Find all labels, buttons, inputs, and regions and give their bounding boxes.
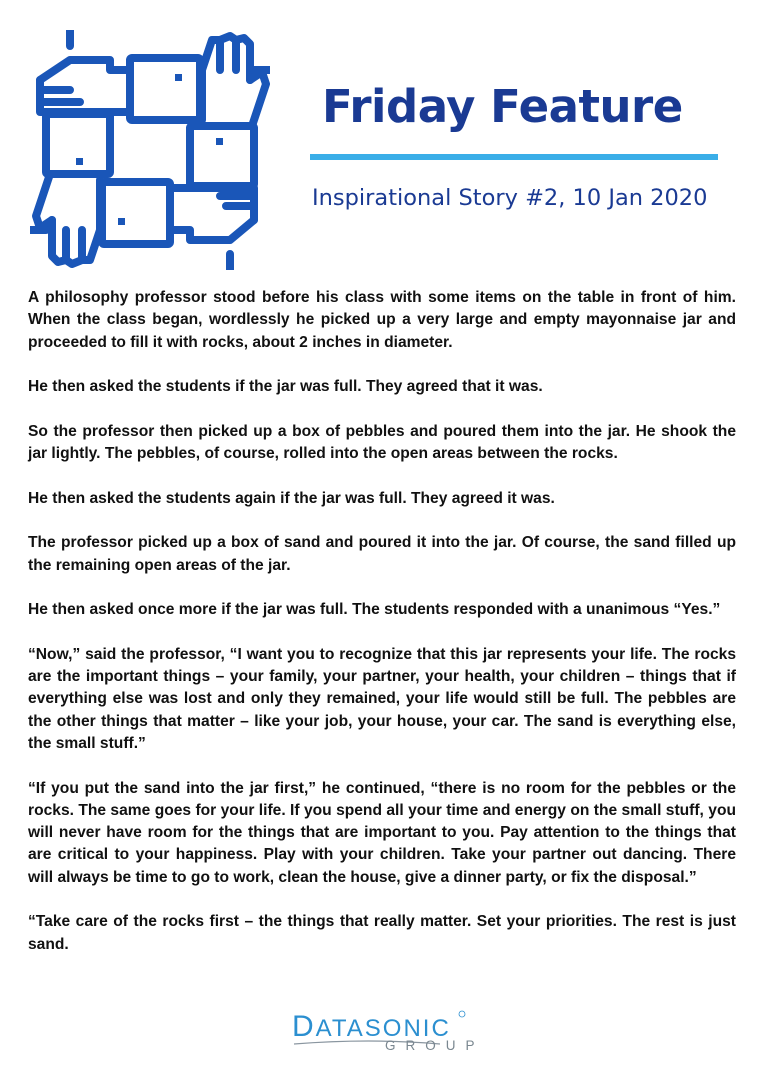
story-paragraph: “Take care of the rocks first – the things that really matter. Set your priorities. The rest is just sand. (28, 913, 736, 953)
story-paragraph: So the professor then picked up a box of pebbles and poured them into the jar. He shook the jar lightly. The pebbles, of course, rolled into the open areas between the rocks. (28, 422, 736, 463)
story-paragraph: He then asked the students if the jar was full. They agreed that it was. (28, 378, 543, 396)
story-paragraph: The professor picked up a box of sand and poured it into the jar. Of course, the sand filled up the remaining open areas of the jar. (28, 534, 736, 574)
story-paragraph: A philosophy professor stood before his class with some items on the table in front of him. When the class began, wordlessly he picked up a very large and empty mayonnaise jar and proceeded to fill it with rocks, about 2 inches in diameter. (28, 289, 736, 351)
page-subtitle: Inspirational Story #2, 10 Jan 2020 (312, 185, 708, 211)
title-underline (310, 154, 718, 160)
logo-letters-atasonic: ATASONIC (315, 1015, 451, 1042)
story-paragraph: “Now,” said the professor, “I want you to recognize that this jar represents your life. The rocks are the important things – your family, your partner, your health, your children – things that if everything else was lost and only they remained, your life would still be full. The pebbles are the other things that matter – like your job, your house, your car. The sand is everything else, the small stuff.” (28, 645, 736, 752)
logo-group-text: GROUP (385, 1038, 485, 1053)
story-paragraph: He then asked the students again if the jar was full. They agreed it was. (28, 489, 555, 507)
logo-letter-d: D (292, 1010, 316, 1043)
page-title: Friday Feature (322, 80, 683, 133)
four-linked-hands-icon (30, 30, 270, 270)
story-paragraph: He then asked once more if the jar was full. The students responded with a unanimous “Yes.” (28, 601, 721, 619)
story-body (28, 287, 736, 978)
datasonic-group-logo (290, 1008, 485, 1064)
story-paragraph: “If you put the sand into the jar first,” he continued, “there is no room for the pebbles or the rocks. The same goes for your life. If you spend all your time and energy on the small stuff, you will never have room for the things that are important to you. Pay attention to the things that are critical to your happiness. Play with your children. Take your partner out dancing. There will always be time to go to work, clean the house, give a dinner party, or fix the disposal.” (28, 779, 736, 886)
